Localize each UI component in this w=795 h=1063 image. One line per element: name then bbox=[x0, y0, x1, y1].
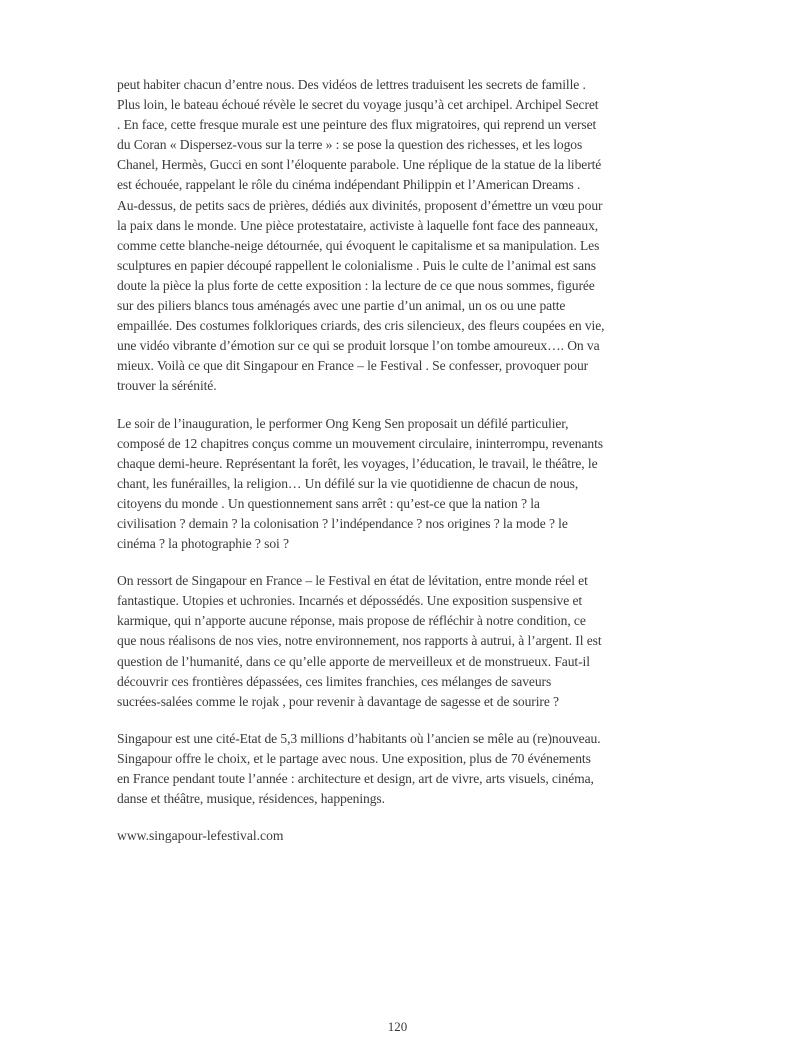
paragraph-singapour-facts: Singapour est une cité-Etat de 5,3 millions d’habitants où l’ancien se mêle au (re)nouveau. Singapour offre le choix, et le partage avec nous. Une exposition, plus de 70 événements en France pendant toute l’année : architecture et design, art de vivre, arts visuels, cinéma, danse et théâtre, musique, résidences, happenings. bbox=[117, 730, 601, 807]
festival-url: www.singapour-lefestival.com bbox=[117, 828, 284, 844]
paragraph-levitation: On ressort de Singapour en France – le Festival en état de lévitation, entre monde réel et fantastique. Utopies et uchronies. Incarnés et dépossédés. Une exposition suspensive et karmique, qui n’apporte aucune réponse, mais propose de réfléchir à notre condition, ce que nous réalisons de nos vies, notre environnement, nos rapports à autrui, à l’argent. Il est question de l’humanité, dans ce qu’elle apporte de merveilleux et de monstrueux. Faut-il découvrir ces frontières dépassées, ces limites franchies, ces mélanges de saveurs sucrées-salées comme le rojak , pour revenir à davantage de sagesse et de sourire ? bbox=[117, 573, 602, 709]
page-body bbox=[117, 75, 677, 846]
paragraph-inauguration: Le soir de l’inauguration, le performer Ong Keng Sen proposait un défilé particulier, composé de 12 chapitres conçus comme un mouvement circulaire, ininterrompu, revenants chaque demi-heure. Représentant la forêt, les voyages, l’éducation, le travail, le théâtre, le chant, les funérailles, la religion… Un défilé sur la vie quotidienne de chacun de nous, citoyens du monde . Un questionnement sans arrêt : qu’est-ce que la nation ? la civilisation ? demain ? la colonisation ? l’indépendance ? nos origines ? la mode ? le cinéma ? la photographie ? soi ? bbox=[117, 415, 603, 552]
page-number: 120 bbox=[387, 1019, 408, 1034]
paragraph-exhibition-description: peut habiter chacun d’entre nous. Des vidéos de lettres traduisent les secrets de famille . Plus loin, le bateau échoué révèle le secret du voyage jusqu’à cet archipel. Archipel Secret . En face, cette fresque murale est une peinture des flux migratoires, qui reprend un verset du Coran « Dispersez-vous sur la terre » : se pose la question des richesses, et les logos Chanel, Hermès, Gucci en sont l’éloquente parabole. Une réplique de la statue de la liberté est échouée, rappelant le rôle du cinéma indépendant Philippin et l’American Dreams . Au-dessus, de petits sacs de prières, dédiés aux divinités, proposent d’émettre un vœu pour la paix dans le monde. Une pièce protestataire, activiste à laquelle font face des panneaux, comme cette blanche-neige détournée, qui évoquent le capitalisme et sa manipulation. Les sculptures en papier découpé rappellent le colonialisme . Puis le culte de l’animal est sans doute la pièce la plus forte de cette exposition : la lecture de ce que nous sommes, figurée sur des piliers blancs tous aménagés avec une partie d’un animal, un os ou une patte empaillée. Des costumes folkloriques criards, des cris silencieux, des fleurs coupées en vie, une vidéo vibrante d’émotion sur ce qui se produit lorsque l’on tombe amoureux…. On va mieux. Voilà ce que dit Singapour en France – le Festival . Se confesser, provoquer pour trouver la sérénité. bbox=[117, 77, 605, 394]
